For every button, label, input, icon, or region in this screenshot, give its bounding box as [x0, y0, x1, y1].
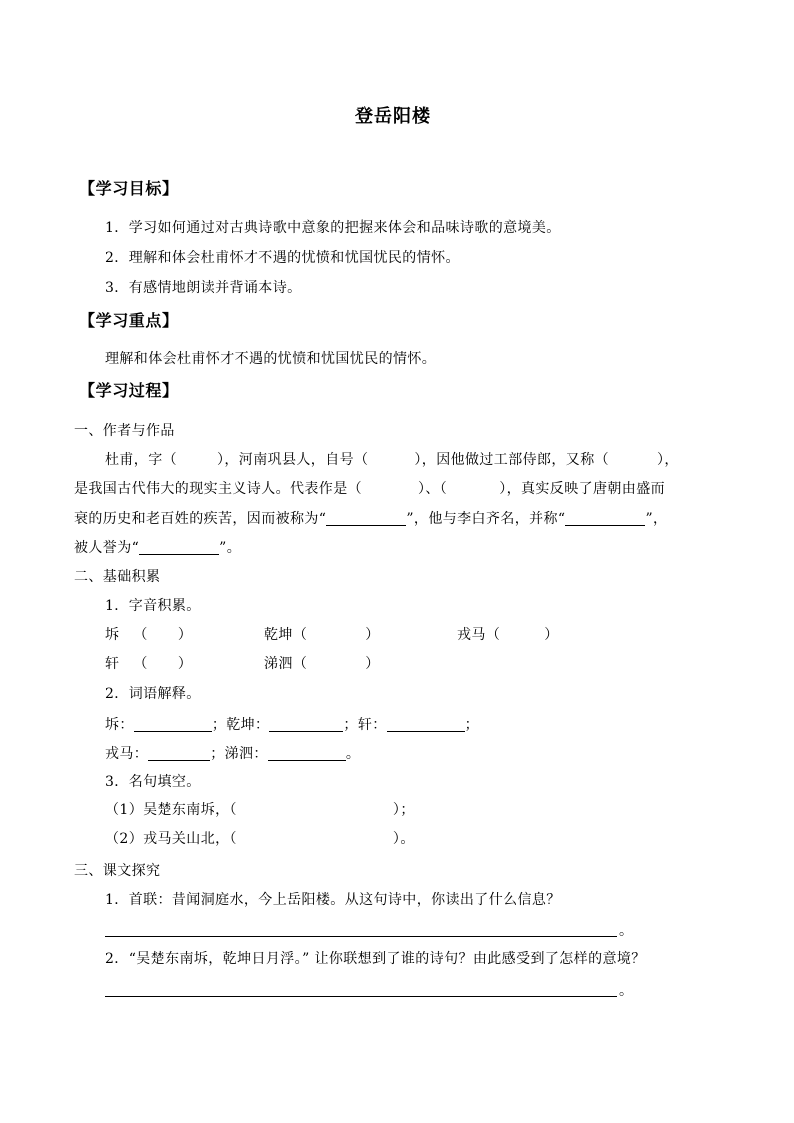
blank-line[interactable] [148, 746, 210, 761]
author-line-3: 衰的历史和老百姓的疾苦，因而被称为“ ”，他与李白齐名，并称“ ”， [74, 511, 668, 527]
author-line-1: 杜甫，字（ ），河南巩县人，自号（ ），因他做过工部侍郎，又称（ ）， [105, 452, 679, 468]
answer-line-end: 。 [619, 983, 634, 999]
author-line-2: 是我国古代伟大的现实主义诗人。代表作是（ ）、（ ），真实反映了唐朝由盛而 [74, 481, 666, 497]
part1-heading: 一、作者与作品 [74, 423, 175, 439]
pron-item: 轩 （ ） [105, 656, 193, 672]
inquiry-question: 2．“吴楚东南坼，乾坤日月浮。” 让你联想到了谁的诗句？由此感受到了怎样的意境？ [105, 951, 646, 967]
pron-item: 戎马（ ） [457, 627, 559, 643]
section-heading-goals: 【学习目标】 [79, 179, 179, 198]
goal-item: 3．有感情地朗读并背诵本诗。 [105, 280, 302, 296]
answer-line[interactable] [105, 996, 617, 997]
goal-item: 2．理解和体会杜甫怀才不遇的忧愤和忧国忧民的情怀。 [105, 250, 460, 266]
blank-line[interactable] [565, 511, 645, 526]
question-word-explanation: 2．词语解释。 [105, 686, 201, 702]
answer-line[interactable] [105, 936, 617, 937]
goal-item: 1．学习如何通过对古典诗歌中意象的把握来体会和品味诗歌的意境美。 [105, 220, 561, 236]
word-explanation-row: 坼： ；乾坤： ；轩： ； [105, 717, 480, 733]
part3-heading: 三、课文探究 [74, 863, 161, 879]
blank-line[interactable] [139, 540, 219, 555]
answer-line-end: 。 [619, 923, 634, 939]
section-heading-focus: 【学习重点】 [79, 311, 179, 330]
blank-line[interactable] [387, 717, 465, 732]
question-famous-lines: 3．名句填空。 [105, 774, 201, 790]
focus-text: 理解和体会杜甫怀才不遇的忧愤和忧国忧民的情怀。 [105, 351, 437, 367]
inquiry-question: 1．首联：昔闻洞庭水，今上岳阳楼。从这句诗中，你读出了什么信息？ [105, 892, 561, 908]
author-line-4: 被人誉为“ ”。 [74, 540, 242, 556]
pron-item: 坼 （ ） [105, 627, 193, 643]
word-explanation-row: 戎马： ；涕泗： 。 [105, 746, 361, 762]
blank-line[interactable] [268, 746, 346, 761]
fill-line: （1）吴楚东南坼，（ ）； [105, 802, 415, 818]
part2-heading: 二、基础积累 [74, 569, 161, 585]
pron-item: 涕泗（ ） [264, 656, 380, 672]
blank-line[interactable] [134, 717, 212, 732]
fill-line: （2）戎马关山北，（ ）。 [105, 831, 415, 847]
blank-line[interactable] [269, 717, 343, 732]
page-title: 登岳阳楼 [355, 106, 431, 127]
question-pronunciation: 1．字音积累。 [105, 598, 201, 614]
blank-line[interactable] [326, 511, 406, 526]
pron-item: 乾坤（ ） [264, 627, 380, 643]
section-heading-process: 【学习过程】 [79, 381, 179, 400]
